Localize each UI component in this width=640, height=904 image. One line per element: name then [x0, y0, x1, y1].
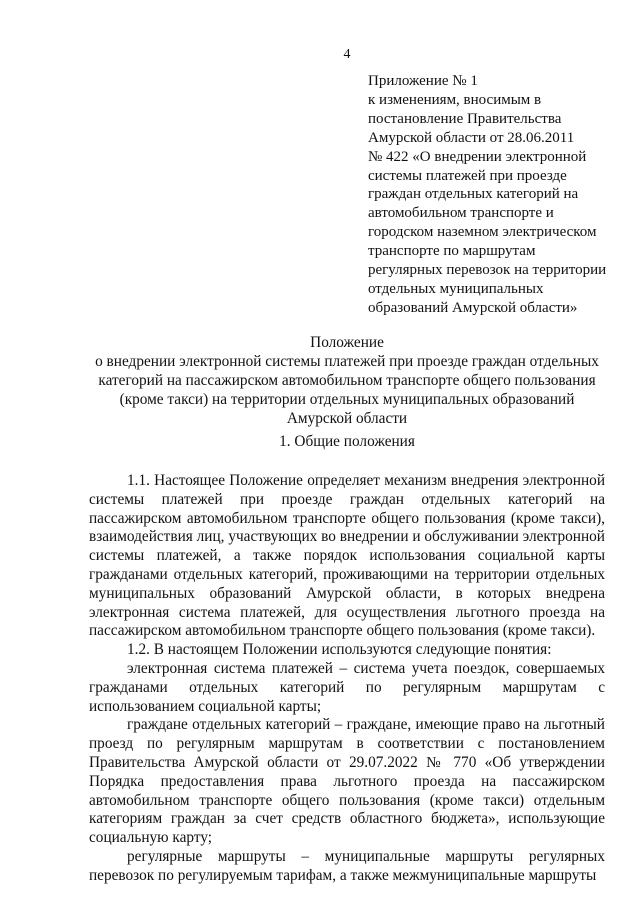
appendix-line: Приложение № 1: [368, 73, 478, 89]
appendix-line: граждан отдельных категорий на: [368, 186, 579, 203]
appendix-line: системы платежей при проезде: [368, 167, 567, 184]
appendix-line: городском наземном электрическом: [368, 224, 597, 241]
appendix-line: № 422 «О внедрении электронной: [368, 148, 587, 165]
title-line: Амурской области: [286, 410, 408, 427]
appendix-line: отдельных муниципальных: [368, 280, 544, 297]
paragraph: электронная система платежей – система учета поездок, совершаемых гражданами отдельных категорий по регулярным маршрутам с использованием социальной карты;: [89, 659, 605, 715]
section-heading: 1. Общие положения: [279, 433, 415, 450]
appendix-line: регулярных перевозок на территории: [368, 262, 607, 279]
title-line: (кроме такси) на территории отдельных муниципальных образований: [119, 391, 575, 408]
document-title: [80, 333, 614, 428]
title-heading: Положение: [310, 334, 384, 351]
title-line: о внедрении электронной системы платежей при проезде граждан отдельных: [95, 353, 599, 370]
appendix-line: образований Амурской области»: [368, 299, 578, 316]
appendix-line: Амурской области от 28.06.2011: [368, 129, 575, 146]
paragraph: регулярные маршруты – муниципальные маршруты регулярных перевозок по регулируемым тарифам, а также межмуниципальные маршруты: [89, 847, 605, 884]
appendix-line: автомобильном транспорте и: [368, 205, 554, 222]
paragraph: 1.1. Настоящее Положение определяет механизм внедрения электронной системы платежей при проезде граждан отдельных категорий на пассажирском автомобильном транспорте общего пользования (кроме такси), взаимодействия лиц, участвующих во внедрении и обслуживании электронной системы платежей, а также порядок использования социальной карты гражданами отдельных категорий, проживающими на территории отдельных муниципальных образований Амурской области, в которых внедрена электронная система платежей, для осуществления льготного проезда на пассажирском автомобильном транспорте общего пользования (кроме такси).: [89, 472, 605, 640]
appendix-line: транспорте по маршрутам: [368, 243, 536, 260]
paragraph: 1.2. В настоящем Положении используются следующие понятия:: [127, 641, 552, 659]
appendix-line: к изменениям, вносимым в: [368, 91, 542, 108]
appendix-block: [368, 72, 618, 318]
appendix-line: постановление Правительства: [368, 110, 562, 127]
body-text: [89, 472, 605, 886]
title-line: категорий на пассажирском автомобильном транспорте общего пользования: [98, 372, 596, 389]
paragraph: граждане отдельных категорий – граждане, имеющие право на льготный проезд по регулярным маршрутам в соответствии с постановлением Правительства Амурской области от 29.07.2022 № 770 «Об утверждении Порядка предоставления права льготного проезда на пассажирском автомобильном транспорте общего пользования (кроме такси) отдельным категориям граждан за счет средств областного бюджета», использующие социальную карту;: [89, 716, 605, 847]
page-number: 4: [343, 47, 351, 62]
